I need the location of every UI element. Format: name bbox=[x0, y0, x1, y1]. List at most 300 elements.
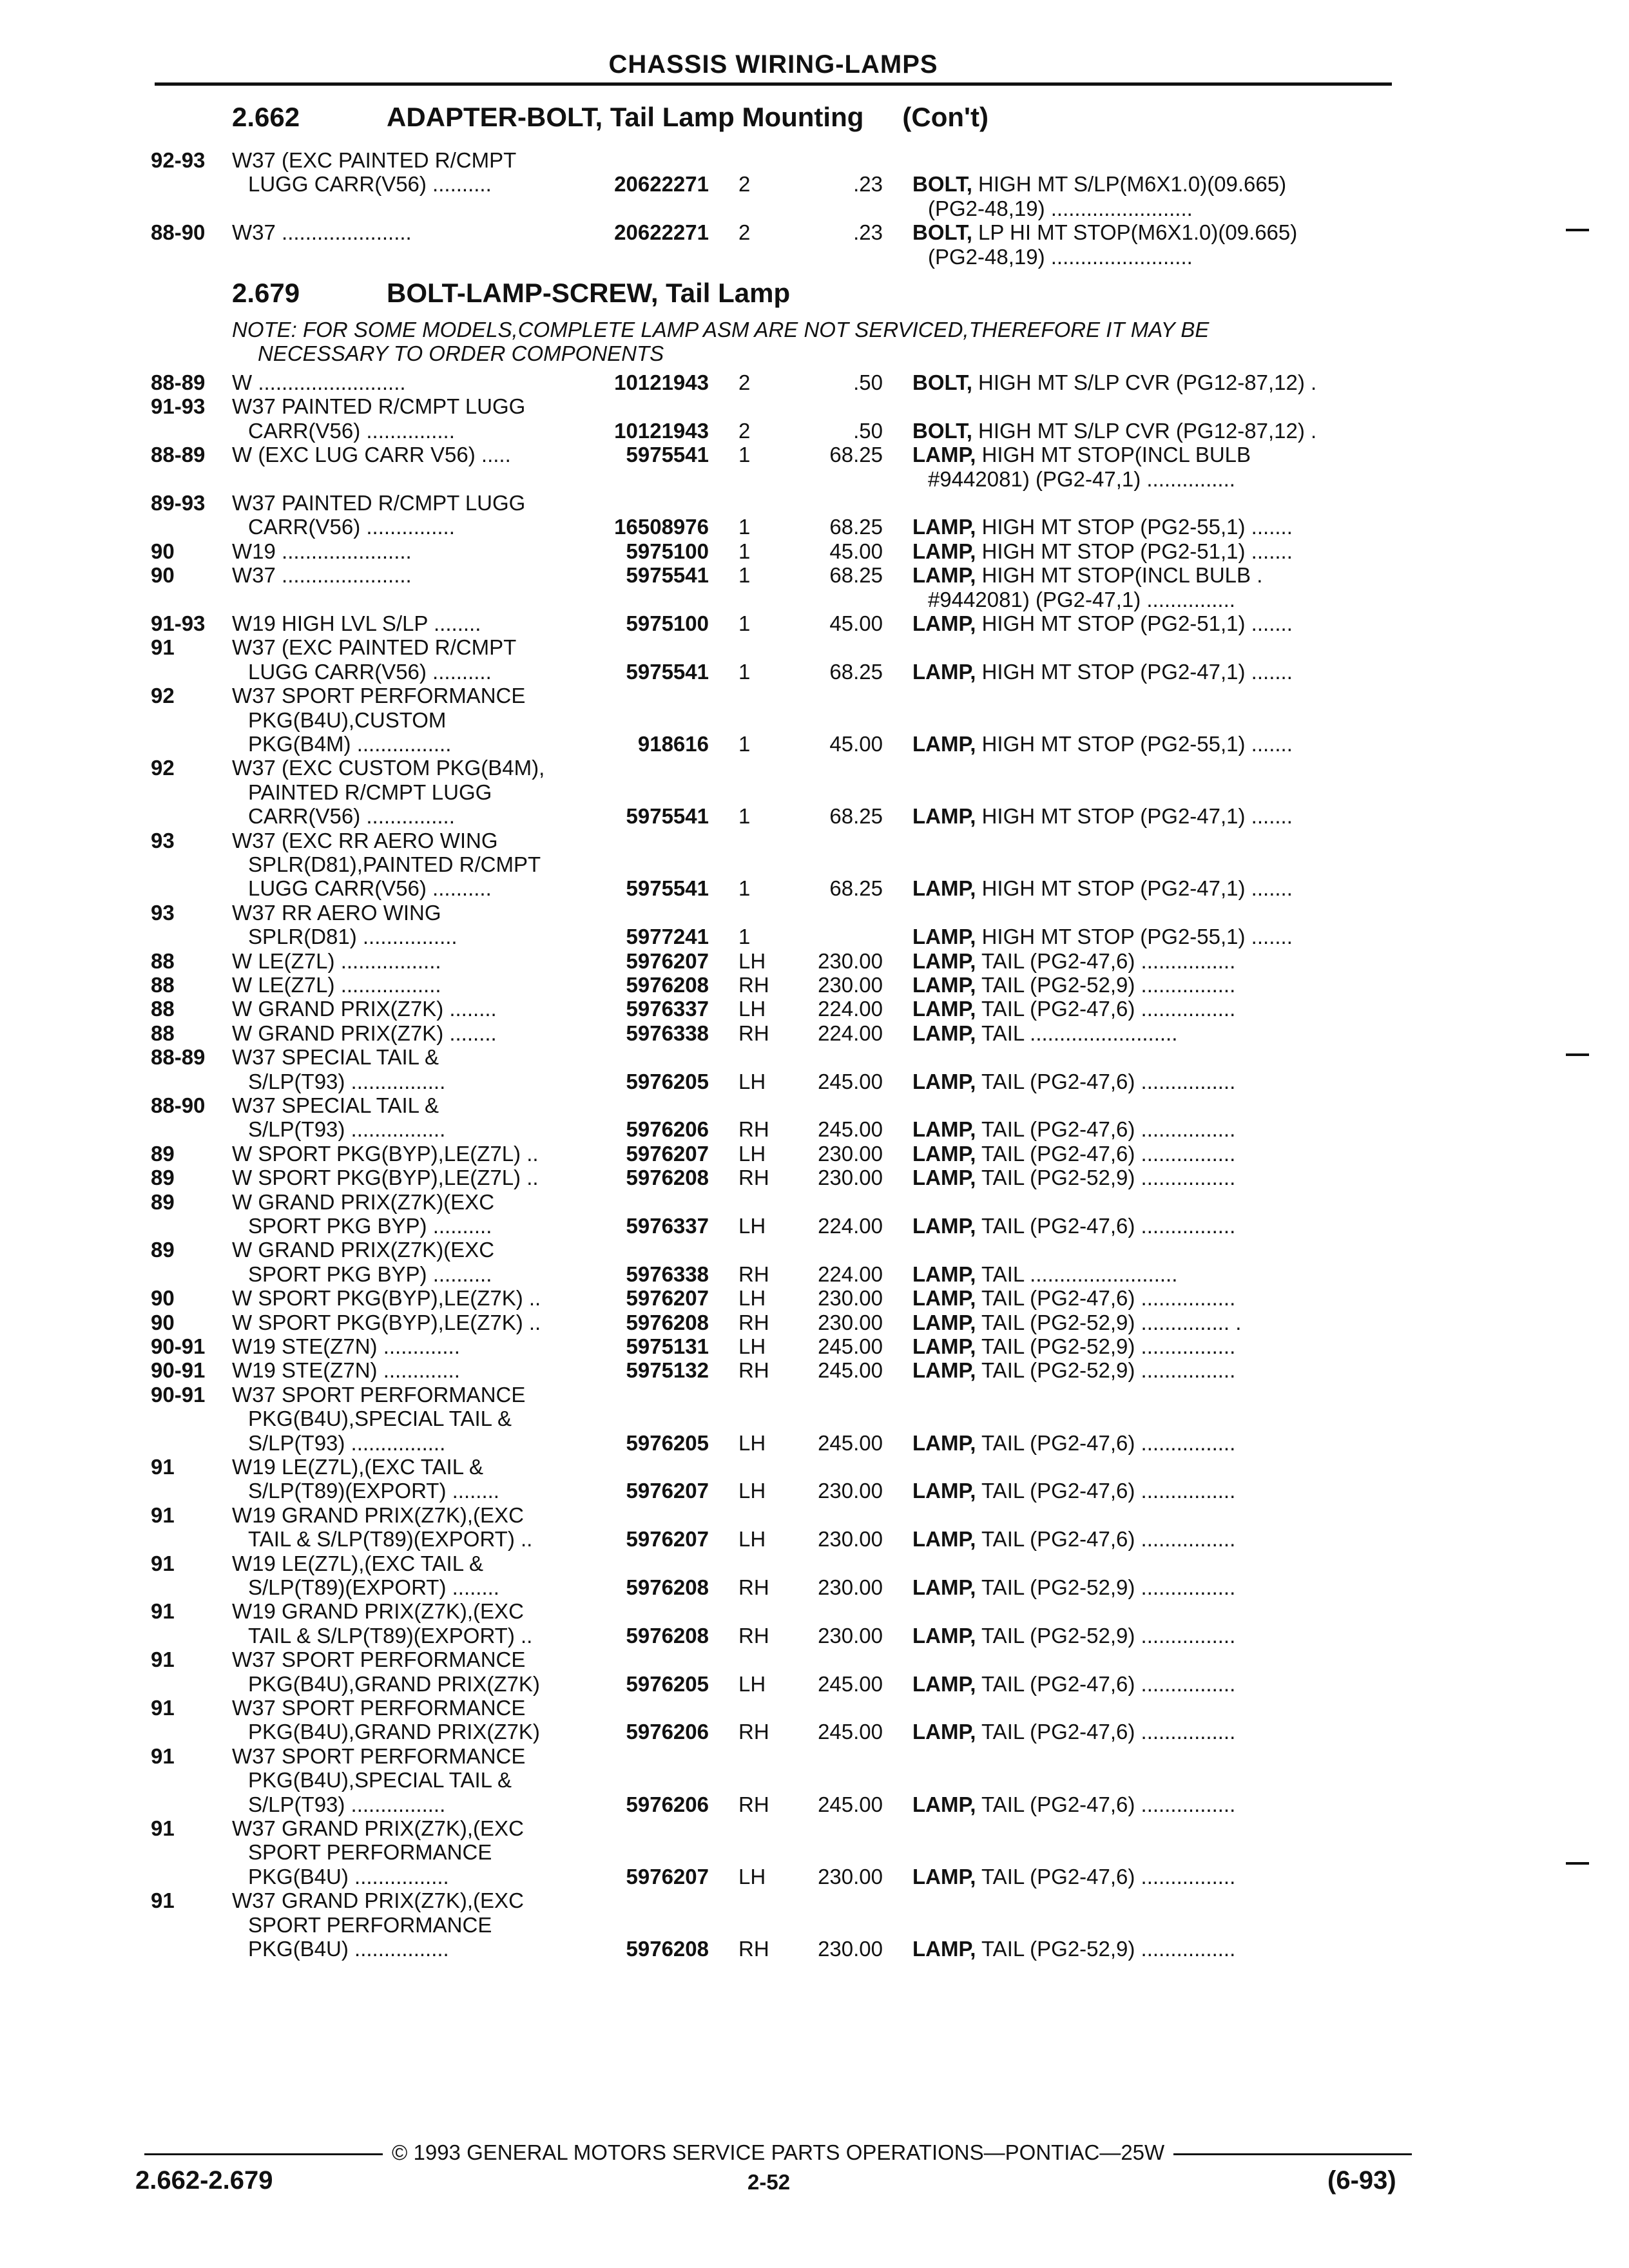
part-name-noun: LAMP, bbox=[912, 1214, 976, 1238]
price: 68.25 bbox=[829, 876, 883, 901]
model-description: PKG(B4U),GRAND PRIX(Z7K) bbox=[248, 1671, 540, 1696]
part-name-detail: TAIL (PG2-47,6) ................ bbox=[976, 948, 1236, 973]
part-number: 5975132 bbox=[626, 1358, 709, 1383]
part-name bbox=[912, 1166, 1235, 1189]
table-row bbox=[0, 1937, 1629, 1961]
part-name bbox=[912, 1431, 1235, 1455]
part-name bbox=[912, 1262, 1177, 1286]
part-name bbox=[912, 1937, 1235, 1961]
part-number: 5975100 bbox=[626, 611, 709, 635]
part-name bbox=[912, 1142, 1235, 1166]
part-name-noun: LAMP, bbox=[912, 1623, 976, 1648]
model-description: SPORT PKG BYP) .......... bbox=[248, 1214, 492, 1238]
part-name bbox=[912, 515, 1293, 539]
table-row bbox=[0, 467, 1629, 491]
model-description: SPORT PKG BYP) .......... bbox=[248, 1262, 492, 1286]
part-number: 10121943 bbox=[614, 370, 709, 394]
part-name-noun: BOLT, bbox=[912, 172, 972, 197]
price: 68.25 bbox=[829, 563, 883, 588]
price: 230.00 bbox=[818, 973, 883, 997]
model-description: W19 LE(Z7L),(EXC TAIL & bbox=[232, 1551, 484, 1575]
year-range: 88-90 bbox=[151, 1093, 206, 1117]
part-number: 5977241 bbox=[626, 925, 709, 949]
table-row bbox=[0, 1407, 1629, 1430]
quantity: LH bbox=[738, 1334, 766, 1358]
year-range: 92 bbox=[151, 684, 175, 708]
part-number: 20622271 bbox=[614, 220, 709, 245]
table-row bbox=[0, 515, 1629, 539]
price: .50 bbox=[853, 418, 883, 443]
table-row bbox=[0, 1334, 1629, 1358]
table-row bbox=[0, 925, 1629, 948]
header-rule bbox=[155, 82, 1392, 86]
part-number: 5975100 bbox=[626, 539, 709, 563]
year-range: 93 bbox=[151, 828, 175, 852]
part-name-detail: HIGH MT STOP (PG2-55,1) ....... bbox=[976, 925, 1293, 949]
year-range: 91 bbox=[151, 1551, 175, 1575]
year-range: 88 bbox=[151, 948, 175, 973]
model-description: W37 SPORT PERFORMANCE bbox=[232, 1382, 526, 1407]
table-row bbox=[0, 563, 1629, 587]
model-description: S/LP(T93) ................ bbox=[248, 1117, 446, 1142]
year-range: 91-93 bbox=[151, 611, 206, 635]
model-description: S/LP(T89)(EXPORT) ........ bbox=[248, 1575, 499, 1599]
table-row bbox=[0, 148, 1629, 172]
part-name-detail: TAIL (PG2-47,6) ................ bbox=[976, 1214, 1236, 1238]
table-row bbox=[0, 1696, 1629, 1720]
price: 245.00 bbox=[818, 1358, 883, 1383]
quantity: 1 bbox=[738, 732, 751, 756]
model-description: W37 SPORT PERFORMANCE bbox=[232, 1696, 526, 1720]
price: 230.00 bbox=[818, 1479, 883, 1503]
part-name-detail: TAIL (PG2-47,6) ................ bbox=[976, 997, 1236, 1021]
part-number: 5976207 bbox=[626, 1286, 709, 1311]
model-description: W37 ...................... bbox=[232, 563, 412, 588]
price: 68.25 bbox=[829, 659, 883, 684]
part-name-noun: LAMP, bbox=[912, 1069, 976, 1093]
part-name-noun: LAMP, bbox=[912, 1575, 976, 1599]
table-row bbox=[0, 1840, 1629, 1864]
part-name bbox=[928, 197, 1193, 220]
part-number: 5976338 bbox=[626, 1262, 709, 1286]
price: 230.00 bbox=[818, 1310, 883, 1334]
price: 68.25 bbox=[829, 515, 883, 539]
copyright-text: © 1993 GENERAL MOTORS SERVICE PARTS OPERATIONS—PONTIAC—25W bbox=[392, 2140, 1165, 2164]
quantity: 1 bbox=[738, 659, 751, 684]
table-row bbox=[0, 684, 1629, 707]
table-row bbox=[0, 1070, 1629, 1093]
part-number: 5976205 bbox=[626, 1671, 709, 1696]
model-description: CARR(V56) ............... bbox=[248, 515, 455, 539]
part-name-detail: HIGH MT STOP (PG2-55,1) ....... bbox=[976, 732, 1293, 756]
part-name-detail: HIGH MT STOP(INCL BULB bbox=[976, 443, 1251, 467]
part-number: 5975541 bbox=[626, 876, 709, 901]
part-name bbox=[912, 1527, 1235, 1551]
part-name bbox=[928, 467, 1235, 491]
section-name: BOLT-LAMP-SCREW, Tail Lamp bbox=[387, 278, 791, 308]
table-row bbox=[0, 660, 1629, 684]
part-number: 5976338 bbox=[626, 1021, 709, 1045]
price: 224.00 bbox=[818, 1021, 883, 1045]
model-description: W37 ...................... bbox=[232, 220, 412, 245]
edge-mark bbox=[1566, 1053, 1589, 1056]
part-name bbox=[912, 1720, 1235, 1744]
model-description: W37 (EXC CUSTOM PKG(B4M), bbox=[232, 756, 545, 780]
table-row bbox=[0, 1358, 1629, 1382]
year-range: 91 bbox=[151, 635, 175, 660]
year-range: 90 bbox=[151, 539, 175, 563]
part-name-noun: LAMP, bbox=[912, 925, 976, 949]
year-range: 89-93 bbox=[151, 491, 206, 515]
part-name bbox=[912, 1865, 1235, 1888]
price: 68.25 bbox=[829, 804, 883, 829]
part-name-detail: TAIL (PG2-47,6) ................ bbox=[976, 1720, 1236, 1744]
model-description: LUGG CARR(V56) .......... bbox=[248, 876, 492, 901]
price: 230.00 bbox=[818, 1623, 883, 1648]
part-name-noun: LAMP, bbox=[912, 1310, 976, 1334]
part-name-detail: HIGH MT S/LP CVR (PG12-87,12) . bbox=[972, 418, 1317, 443]
table-row bbox=[0, 539, 1629, 563]
part-name bbox=[912, 563, 1262, 587]
table-row bbox=[0, 1527, 1629, 1551]
model-description: W19 HIGH LVL S/LP ........ bbox=[232, 611, 481, 635]
table-row bbox=[0, 756, 1629, 780]
price: 68.25 bbox=[829, 443, 883, 467]
quantity: RH bbox=[738, 1575, 769, 1599]
table-row bbox=[0, 443, 1629, 466]
part-name bbox=[912, 973, 1235, 997]
price: 245.00 bbox=[818, 1334, 883, 1358]
part-name bbox=[912, 949, 1235, 973]
part-number: 5975131 bbox=[626, 1334, 709, 1358]
price: 45.00 bbox=[829, 539, 883, 563]
part-name-noun: LAMP, bbox=[912, 732, 976, 756]
part-number: 5976206 bbox=[626, 1117, 709, 1142]
part-name bbox=[912, 611, 1293, 635]
note-line-1: NOTE: FOR SOME MODELS,COMPLETE LAMP ASM ARE NOT SERVICED,THEREFORE IT MAY BE bbox=[232, 318, 1210, 341]
year-range: 89 bbox=[151, 1166, 175, 1190]
price: 230.00 bbox=[818, 1575, 883, 1599]
table-row bbox=[0, 949, 1629, 973]
year-range: 91 bbox=[151, 1696, 175, 1720]
year-range: 93 bbox=[151, 900, 175, 925]
page-number: 2-52 bbox=[747, 2170, 791, 2194]
model-description: W SPORT PKG(BYP),LE(Z7K) .. bbox=[232, 1286, 541, 1311]
part-name-detail: TAIL ......................... bbox=[976, 1262, 1178, 1286]
model-description: PAINTED R/CMPT LUGG bbox=[248, 780, 492, 804]
part-name-detail: TAIL (PG2-47,6) ................ bbox=[976, 1286, 1236, 1311]
quantity: LH bbox=[738, 1069, 766, 1093]
year-range: 88 bbox=[151, 973, 175, 997]
year-range: 88-89 bbox=[151, 443, 206, 467]
quantity: 1 bbox=[738, 611, 751, 635]
model-description: TAIL & S/LP(T89)(EXPORT) .. bbox=[248, 1527, 533, 1552]
part-name bbox=[912, 1311, 1241, 1334]
table-row bbox=[0, 394, 1629, 418]
part-name-noun: LAMP, bbox=[912, 1117, 976, 1142]
quantity: LH bbox=[738, 1479, 766, 1503]
edge-mark bbox=[1566, 229, 1589, 231]
model-description: PKG(B4U),CUSTOM bbox=[248, 707, 447, 732]
model-description: LUGG CARR(V56) .......... bbox=[248, 172, 492, 197]
part-name bbox=[912, 1214, 1235, 1238]
quantity: RH bbox=[738, 1720, 769, 1744]
section-number: 2.662 bbox=[232, 102, 300, 132]
price: 45.00 bbox=[829, 611, 883, 635]
footer-rule-right bbox=[1173, 2153, 1412, 2155]
part-name-noun: LAMP, bbox=[912, 563, 976, 588]
table-row bbox=[0, 1503, 1629, 1527]
part-number: 5976207 bbox=[626, 1864, 709, 1888]
table-row bbox=[0, 1816, 1629, 1840]
part-name-detail: TAIL (PG2-52,9) ................ bbox=[976, 973, 1236, 997]
model-description: PKG(B4M) ................ bbox=[248, 732, 452, 756]
year-range: 88-89 bbox=[151, 370, 206, 394]
model-description: W SPORT PKG(BYP),LE(Z7K) .. bbox=[232, 1310, 541, 1334]
model-description: S/LP(T93) ................ bbox=[248, 1430, 446, 1455]
table-row bbox=[0, 635, 1629, 659]
part-number: 5975541 bbox=[626, 563, 709, 588]
year-range: 91 bbox=[151, 1599, 175, 1624]
year-range: 90-91 bbox=[151, 1382, 206, 1407]
price: 224.00 bbox=[818, 997, 883, 1021]
table-row bbox=[0, 1262, 1629, 1286]
part-name-detail: HIGH MT STOP (PG2-55,1) ....... bbox=[976, 515, 1293, 539]
year-range: 90 bbox=[151, 1286, 175, 1311]
part-name-detail: HIGH MT STOP (PG2-51,1) ....... bbox=[976, 611, 1293, 635]
quantity: 1 bbox=[738, 563, 751, 588]
part-name bbox=[912, 732, 1293, 756]
part-number: 5976207 bbox=[626, 1527, 709, 1552]
part-name-noun: LAMP, bbox=[912, 515, 976, 539]
table-row bbox=[0, 780, 1629, 804]
part-number: 5976206 bbox=[626, 1720, 709, 1744]
table-row bbox=[0, 708, 1629, 732]
quantity: 2 bbox=[738, 172, 751, 197]
note-line-2: NECESSARY TO ORDER COMPONENTS bbox=[258, 341, 664, 365]
part-name bbox=[912, 1021, 1177, 1045]
model-description: W GRAND PRIX(Z7K) ........ bbox=[232, 997, 497, 1021]
part-name-noun: BOLT, bbox=[912, 418, 972, 443]
part-name-noun: LAMP, bbox=[912, 1527, 976, 1552]
table-row bbox=[0, 1093, 1629, 1117]
model-description: PKG(B4U),SPECIAL TAIL & bbox=[248, 1768, 512, 1792]
quantity: RH bbox=[738, 1262, 769, 1286]
part-name-noun: LAMP, bbox=[912, 1358, 976, 1383]
part-name bbox=[912, 1286, 1235, 1310]
part-number: 5976208 bbox=[626, 1310, 709, 1334]
table-row bbox=[0, 1552, 1629, 1575]
part-number: 5976207 bbox=[626, 1141, 709, 1166]
part-name-noun: LAMP, bbox=[912, 1334, 976, 1358]
part-name bbox=[912, 1070, 1235, 1093]
price: 230.00 bbox=[818, 1864, 883, 1888]
price: 230.00 bbox=[818, 1166, 883, 1190]
table-row bbox=[0, 1142, 1629, 1166]
price: 230.00 bbox=[818, 1937, 883, 1961]
part-name-detail: HIGH MT STOP(INCL BULB . bbox=[976, 563, 1263, 588]
model-description: CARR(V56) ............... bbox=[248, 418, 455, 443]
model-description: W37 RR AERO WING bbox=[232, 900, 441, 925]
part-name-detail: LP HI MT STOP(M6X1.0)(09.665) bbox=[972, 220, 1298, 245]
table-row bbox=[0, 1913, 1629, 1937]
model-description: W19 LE(Z7L),(EXC TAIL & bbox=[232, 1455, 484, 1479]
model-description: W37 (EXC RR AERO WING bbox=[232, 828, 498, 852]
price: .23 bbox=[853, 220, 883, 245]
table-row bbox=[0, 1238, 1629, 1262]
part-name-noun: LAMP, bbox=[912, 539, 976, 563]
part-name-detail: TAIL ......................... bbox=[976, 1021, 1178, 1045]
model-description: S/LP(T89)(EXPORT) ........ bbox=[248, 1479, 499, 1503]
quantity: LH bbox=[738, 1286, 766, 1311]
table-row bbox=[0, 1455, 1629, 1479]
table-row bbox=[0, 1768, 1629, 1792]
model-description: W37 SPORT PERFORMANCE bbox=[232, 1648, 526, 1672]
quantity: RH bbox=[738, 1117, 769, 1142]
part-number: 5976208 bbox=[626, 1623, 709, 1648]
year-range: 90 bbox=[151, 1310, 175, 1334]
part-name-detail: HIGH MT S/LP(M6X1.0)(09.665) bbox=[972, 172, 1287, 197]
model-description: W SPORT PKG(BYP),LE(Z7L) .. bbox=[232, 1141, 539, 1166]
part-name bbox=[912, 876, 1293, 900]
table-row bbox=[0, 1117, 1629, 1141]
quantity: RH bbox=[738, 1021, 769, 1045]
quantity: 1 bbox=[738, 443, 751, 467]
table-row bbox=[0, 1383, 1629, 1407]
table-row bbox=[0, 1865, 1629, 1888]
part-name-detail: TAIL (PG2-47,6) ................ bbox=[976, 1141, 1236, 1166]
part-number: 5976208 bbox=[626, 1166, 709, 1190]
year-range: 91 bbox=[151, 1744, 175, 1768]
model-description: W37 SPORT PERFORMANCE bbox=[232, 1744, 526, 1768]
part-name-detail: HIGH MT STOP (PG2-47,1) ....... bbox=[976, 804, 1293, 829]
model-description: SPLR(D81),PAINTED R/CMPT bbox=[248, 852, 541, 876]
table-row bbox=[0, 220, 1629, 244]
part-name-noun: LAMP, bbox=[912, 1141, 976, 1166]
part-name-detail: TAIL (PG2-52,9) ................ bbox=[976, 1358, 1236, 1383]
year-range: 89 bbox=[151, 1141, 175, 1166]
page-title: CHASSIS WIRING-LAMPS bbox=[608, 50, 938, 79]
quantity: RH bbox=[738, 973, 769, 997]
quantity: RH bbox=[738, 1792, 769, 1816]
year-range: 91-93 bbox=[151, 394, 206, 419]
part-name-detail: TAIL (PG2-52,9) ................ bbox=[976, 1166, 1236, 1190]
part-name-noun: LAMP, bbox=[912, 1671, 976, 1696]
quantity: 1 bbox=[738, 539, 751, 563]
part-number: 5975541 bbox=[626, 443, 709, 467]
part-name bbox=[912, 539, 1293, 563]
model-description: W37 GRAND PRIX(Z7K),(EXC bbox=[232, 1816, 524, 1840]
part-name-detail: TAIL (PG2-52,9) ................ bbox=[976, 1575, 1236, 1599]
model-description: PKG(B4U) ................ bbox=[248, 1937, 449, 1961]
part-name-detail: TAIL (PG2-52,9) ............... . bbox=[976, 1310, 1242, 1334]
price: .23 bbox=[853, 172, 883, 197]
table-row bbox=[0, 732, 1629, 756]
part-name-noun: LAMP, bbox=[912, 948, 976, 973]
price: 224.00 bbox=[818, 1214, 883, 1238]
part-name-detail: TAIL (PG2-52,9) ................ bbox=[976, 1623, 1236, 1648]
quantity: LH bbox=[738, 1671, 766, 1696]
quantity: 1 bbox=[738, 925, 751, 949]
price: 245.00 bbox=[818, 1069, 883, 1093]
year-range: 91 bbox=[151, 1888, 175, 1913]
part-number: 20622271 bbox=[614, 172, 709, 197]
price: 224.00 bbox=[818, 1262, 883, 1286]
year-range: 90-91 bbox=[151, 1358, 206, 1383]
section-number: 2.679 bbox=[232, 278, 300, 308]
part-name bbox=[912, 1117, 1235, 1141]
quantity: LH bbox=[738, 997, 766, 1021]
model-description: W SPORT PKG(BYP),LE(Z7L) .. bbox=[232, 1166, 539, 1190]
part-name-noun: LAMP, bbox=[912, 443, 976, 467]
model-description: TAIL & S/LP(T89)(EXPORT) .. bbox=[248, 1623, 533, 1648]
table-row bbox=[0, 829, 1629, 852]
model-description: PKG(B4U),SPECIAL TAIL & bbox=[248, 1407, 512, 1431]
quantity: 2 bbox=[738, 220, 751, 245]
quantity: 1 bbox=[738, 804, 751, 829]
model-description: W LE(Z7L) ................. bbox=[232, 948, 441, 973]
part-number: 5976208 bbox=[626, 1937, 709, 1961]
table-row bbox=[0, 901, 1629, 925]
part-name bbox=[912, 1672, 1235, 1696]
table-row bbox=[0, 1479, 1629, 1503]
part-name bbox=[912, 804, 1293, 828]
model-description: W37 SPECIAL TAIL & bbox=[232, 1045, 439, 1070]
part-name bbox=[912, 220, 1297, 244]
year-range: 88 bbox=[151, 997, 175, 1021]
part-number: 5976207 bbox=[626, 1479, 709, 1503]
table-row bbox=[0, 1166, 1629, 1189]
table-row bbox=[0, 997, 1629, 1021]
model-description: W19 GRAND PRIX(Z7K),(EXC bbox=[232, 1599, 524, 1624]
model-description: W GRAND PRIX(Z7K)(EXC bbox=[232, 1238, 495, 1262]
quantity: LH bbox=[738, 948, 766, 973]
model-description: PKG(B4U),GRAND PRIX(Z7K) bbox=[248, 1720, 540, 1744]
part-name-noun: BOLT, bbox=[912, 220, 972, 245]
part-name-noun: LAMP, bbox=[912, 659, 976, 684]
model-description: W37 SPECIAL TAIL & bbox=[232, 1093, 439, 1117]
footer-section-range: 2.662-2.679 bbox=[135, 2166, 273, 2195]
year-range: 88-89 bbox=[151, 1045, 206, 1070]
part-number: 5976337 bbox=[626, 1214, 709, 1238]
model-description: W37 SPORT PERFORMANCE bbox=[232, 684, 526, 708]
model-description: W GRAND PRIX(Z7K) ........ bbox=[232, 1021, 497, 1045]
year-range: 91 bbox=[151, 1455, 175, 1479]
price: 245.00 bbox=[818, 1792, 883, 1816]
table-row bbox=[0, 1575, 1629, 1599]
part-number: 5976205 bbox=[626, 1430, 709, 1455]
model-description: SPLR(D81) ................ bbox=[248, 925, 458, 949]
edge-mark bbox=[1566, 1862, 1589, 1865]
section-title-2-679 bbox=[232, 278, 790, 309]
model-description: W37 (EXC PAINTED R/CMPT bbox=[232, 148, 517, 172]
part-name-detail: #9442081) (PG2-47,1) ............... bbox=[928, 466, 1235, 491]
part-name bbox=[912, 997, 1235, 1021]
table-row bbox=[0, 245, 1629, 269]
model-description: SPORT PERFORMANCE bbox=[248, 1840, 492, 1865]
quantity: RH bbox=[738, 1937, 769, 1961]
quantity: RH bbox=[738, 1310, 769, 1334]
table-row bbox=[0, 370, 1629, 394]
price: 230.00 bbox=[818, 1527, 883, 1552]
year-range: 90 bbox=[151, 563, 175, 588]
table-row bbox=[0, 611, 1629, 635]
part-number: 5975541 bbox=[626, 804, 709, 829]
price: 230.00 bbox=[818, 1141, 883, 1166]
year-range: 91 bbox=[151, 1816, 175, 1840]
part-name-detail: TAIL (PG2-52,9) ................ bbox=[976, 1937, 1236, 1961]
table-row bbox=[0, 1431, 1629, 1455]
